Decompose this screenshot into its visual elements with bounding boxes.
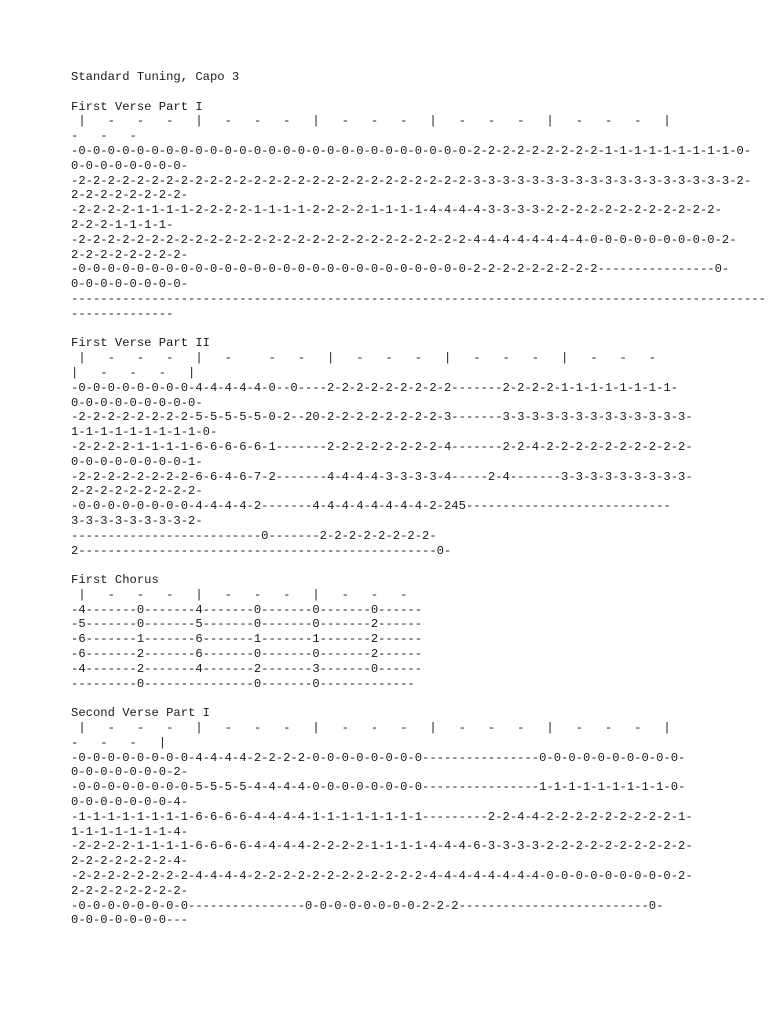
tab-line: -2-2-2-2-1-1-1-1-6-6-6-6-6-1-------2-2-2-2-2-2-2-2-4-------2-2-4-2-2-2-2-2-2-2-2-2-2-	[71, 439, 693, 454]
spacer	[71, 558, 701, 573]
tab-line: -6-------1-------6-------1-------1-------2------	[71, 632, 423, 647]
section-title: First Verse Part I	[71, 99, 203, 114]
spacer	[71, 85, 701, 100]
tab-line: 0-0-0-0-0-0-0-4-	[71, 795, 189, 810]
tab-line: -2-2-2-2-2-2-2-2-2-2-2-2-2-2-2-2-2-2-2-2-2-2-2-2-2-2-2-3-3-3-3-3-3-3-3-3-3-3-3-3-3-3-3-3-3-2-	[71, 173, 752, 188]
spacer	[71, 691, 701, 706]
tab-line: -0-0-0-0-0-0-0-0-0-0-0-0-0-0-0-0-0-0-0-0-0-0-0-0-0-0-0-2-2-2-2-2-2-2-2-2----------------0-	[71, 262, 730, 277]
tab-line: -5-------0-------5-------0-------0-------2------	[71, 617, 423, 632]
tab-line: | - - - | - - - | - - - | - - - | - - - |	[71, 721, 671, 736]
tab-line: 0-0-0-0-0-0-0-0-	[71, 277, 189, 292]
tuning-header: Standard Tuning, Capo 3	[71, 70, 240, 84]
tab-line: | - - - | - - - | - - -	[71, 587, 408, 602]
tab-line: -0-0-0-0-0-0-0-0----------------0-0-0-0-0-0-0-0-2-2-2--------------------------0-	[71, 898, 664, 913]
tab-line: 1-1-1-1-1-1-1-1-1-0-	[71, 425, 218, 440]
tab-line: -2-2-2-2-1-1-1-1-2-2-2-2-1-1-1-1-2-2-2-2-1-1-1-1-4-4-4-4-3-3-3-3-2-2-2-2-2-2-2-2-2-2-2-2-	[71, 203, 722, 218]
tab-line: -0-0-0-0-0-0-0-0-4-4-4-4-4-0--0----2-2-2-2-2-2-2-2-2-------2-2-2-2-1-1-1-1-1-1-1-1-	[71, 380, 679, 395]
tab-line: 0-0-0-0-0-0-0-0-	[71, 158, 189, 173]
tab-line: 2-2-2-1-1-1-1-	[71, 217, 174, 232]
tab-line: 0-0-0-0-0-0-0-2-	[71, 765, 189, 780]
tab-line: 2-2-2-2-2-2-2-2-2-	[71, 484, 203, 499]
tab-line: -2-2-2-2-1-1-1-1-6-6-6-6-4-4-4-4-2-2-2-2-1-1-1-1-4-4-4-6-3-3-3-3-2-2-2-2-2-2-2-2-2-2-	[71, 839, 693, 854]
tab-line: | - - - | - - - | - - - | - - - | - - - |	[71, 114, 671, 129]
section-title: First Verse Part II	[71, 336, 210, 351]
tab-line: 2-2-2-2-2-2-2-2-	[71, 247, 189, 262]
tab-line: -4-------0-------4-------0-------0-------0------	[71, 602, 423, 617]
tab-line: -0-0-0-0-0-0-0-0-5-5-5-5-4-4-4-4-0-0-0-0-0-0-0-0----------------1-1-1-1-1-1-1-1-1-0-	[71, 780, 686, 795]
tab-document	[71, 70, 766, 928]
section-first-verse-part-2	[71, 336, 701, 558]
spacer	[71, 322, 701, 337]
tab-line: -2-2-2-2-2-2-2-2-4-4-4-4-2-2-2-2-2-2-2-2-2-2-2-2-4-4-4-4-4-4-4-4-0-0-0-0-0-0-0-0-0-2-	[71, 869, 693, 884]
tab-line: 0-0-0-0-0-0-0-0-1-	[71, 454, 203, 469]
tab-line: --------------	[71, 306, 174, 321]
tab-line: - - - |	[71, 735, 167, 750]
tab-line: | - - - | - - - | - - - | - - - | - - -	[71, 351, 657, 366]
tab-line: -0-0-0-0-0-0-0-0-4-4-4-4-2-2-2-2-0-0-0-0-0-0-0-0----------------0-0-0-0-0-0-0-0-0-0-	[71, 750, 686, 765]
tab-line: 0-0-0-0-0-0-0---	[71, 913, 189, 928]
tab-line: -2-2-2-2-2-2-2-2-6-6-4-6-7-2-------4-4-4-4-3-3-3-3-4-----2-4-------3-3-3-3-3-3-3-3-3-	[71, 469, 693, 484]
tab-line: 1-1-1-1-1-1-1-4-	[71, 824, 189, 839]
tab-line: -2-2-2-2-2-2-2-2-2-2-2-2-2-2-2-2-2-2-2-2-2-2-2-2-2-2-2-4-4-4-4-4-4-4-4-0-0-0-0-0-0-0-0-0-2-	[71, 232, 737, 247]
tab-line: 2-------------------------------------------------0-	[71, 543, 452, 558]
section-first-verse-part-1	[71, 99, 766, 322]
tab-line: -6-------2-------6-------0-------0-------2------	[71, 647, 423, 662]
tab-line: -4-------2-------4-------2-------3-------0------	[71, 661, 423, 676]
tab-line: -0-0-0-0-0-0-0-0-4-4-4-4-2-------4-4-4-4-4-4-4-4-2-245----------------------------	[71, 499, 671, 514]
section-second-verse-part-1	[71, 706, 701, 928]
tab-line: | - - - |	[71, 365, 196, 380]
tab-line: 2-2-2-2-2-2-2-2-	[71, 883, 189, 898]
section-first-chorus	[71, 573, 701, 691]
tab-line: -2-2-2-2-2-2-2-2-5-5-5-5-5-0-2--20-2-2-2-2-2-2-2-2-3-------3-3-3-3-3-3-3-3-3-3-3-3-3-	[71, 410, 693, 425]
tab-line: 3-3-3-3-3-3-3-3-2-	[71, 513, 203, 528]
tab-line: 2-2-2-2-2-2-2-4-	[71, 854, 189, 869]
section-title: First Chorus	[71, 573, 159, 588]
tab-line: -1-1-1-1-1-1-1-1-6-6-6-6-4-4-4-4-1-1-1-1-1-1-1-1---------2-2-4-4-2-2-2-2-2-2-2-2-2-1-	[71, 809, 693, 824]
tab-line: -0-0-0-0-0-0-0-0-0-0-0-0-0-0-0-0-0-0-0-0-0-0-0-0-0-0-0-2-2-2-2-2-2-2-2-2-1-1-1-1-1-1-1-1-1-0-	[71, 143, 752, 158]
tab-line: -----------------------------------------------------------------------------------------------	[71, 291, 766, 306]
section-title: Second Verse Part I	[71, 706, 210, 721]
tab-line: 2-2-2-2-2-2-2-2-	[71, 188, 189, 203]
tab-line: - - -	[71, 129, 137, 144]
tab-line: --------------------------0-------2-2-2-2-2-2-2-2-	[71, 528, 437, 543]
tab-line: 0-0-0-0-0-0-0-0-0-	[71, 395, 203, 410]
tab-line: ---------0---------------0-------0-------------	[71, 676, 415, 691]
